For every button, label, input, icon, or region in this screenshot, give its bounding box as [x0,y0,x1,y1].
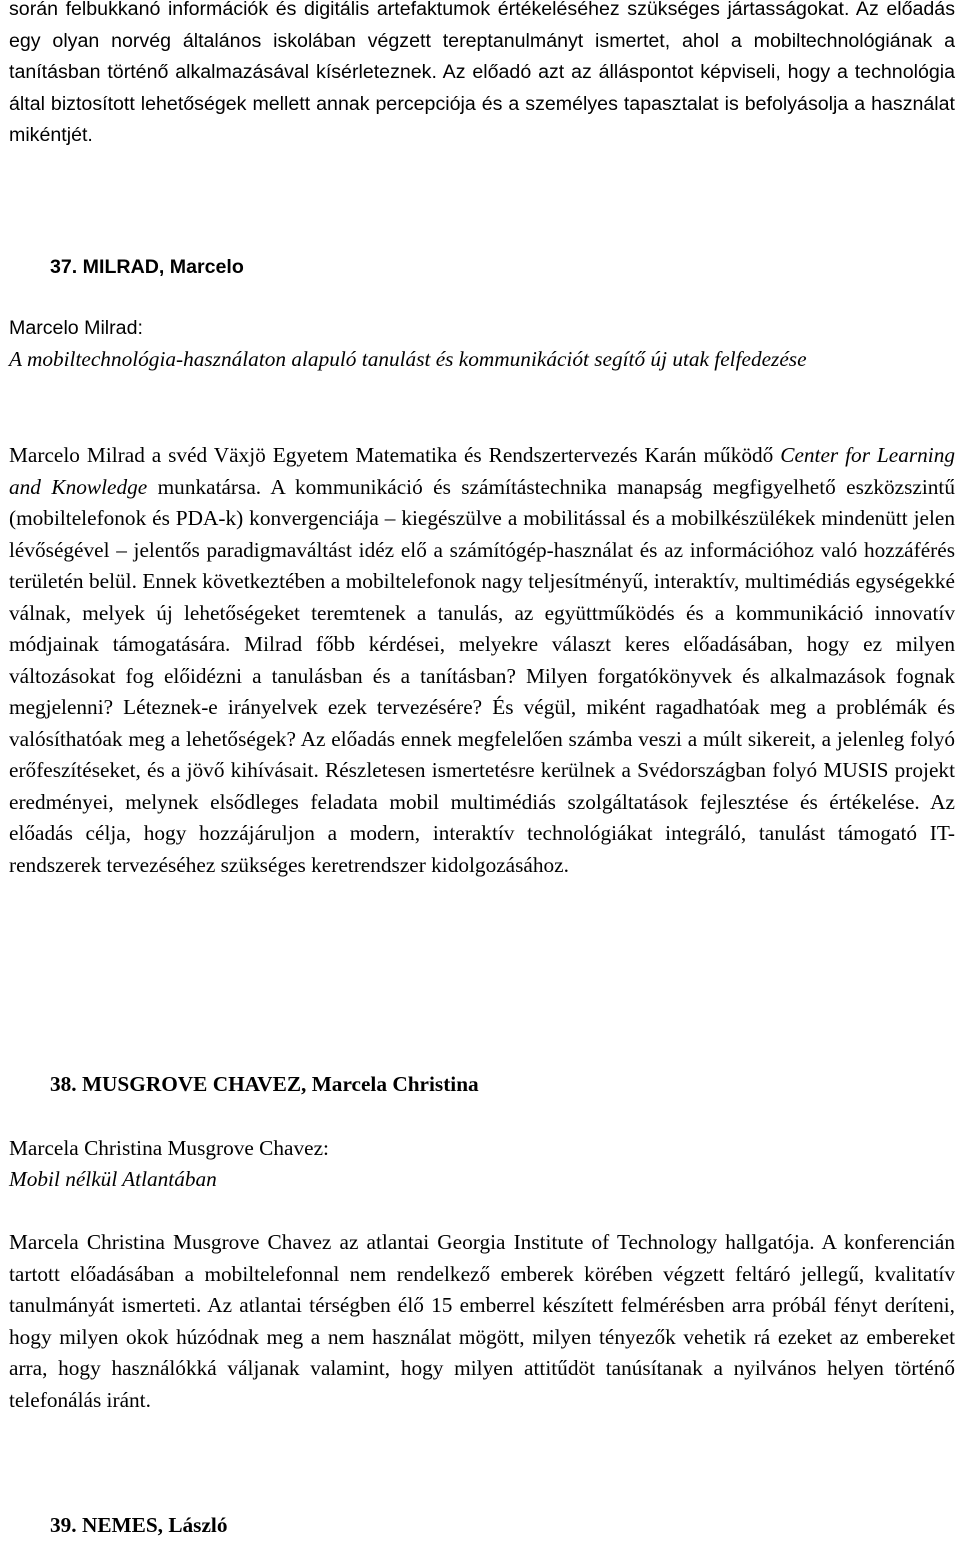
section-heading-38: 38. MUSGROVE CHAVEZ, Marcela Christina [50,1072,479,1096]
section-38-author-block [9,1133,955,1165]
section-37-body-part2: munkatársa. A kommunikáció és számítástechnika manapság megfigyelhető eszközszintű (mobiltelefonok és PDA-k) konvergenciája – kiegészülve a mobilitással és a mobilkészülékek mindenütt jelen lévőségével – jelentős paradigmaváltást idéz elő a számítógép-használat és az információhoz való hozzáférés területén belül. Ennek következtében a mobiltelefonok nagy teljesítményű, interaktív, multimédiás egységekké válnak, melyek új lehetőségeket teremtenek a tanulás, az együttműködés és a kommunikáció innovatív módjainak támogatására. Milrad főbb kérdései, melyekre választ keres előadásában, hogy ez milyen változásokat fog előidézni a tanulásban és a tanításban? Milyen forgatókönyvek és alkalmazások fognak megjelenni? Léteznek-e irányelvek ezek tervezésére? És végül, miként ragadhatóak meg a problémák és valósíthatóak meg a lehetőségek? Az előadás ennek megfelelően számba veszi a múlt sikereit, a jelenleg folyó erőfeszítéseket, és a jövő kihívásait. Részletesen ismertetésre kerülnek a Svédországban folyó MUSIS projekt eredményei, melynek elsődleges feladata mobil multimédiás szolgáltatások fejlesztése és értékelése. Az előadás célja, hogy hozzájáruljon a modern, interaktív technológiákat integráló, tanulást támogató IT-rendszerek tervezéséhez szükséges keretrendszer kidolgozásához. [9,474,955,877]
section-37-body-part1: Marcelo Milrad a svéd Växjö Egyetem Matematika és Rendszertervezés Karán működő [9,443,781,467]
section-heading-39: 39. NEMES, László [50,1513,228,1537]
author-name-37: Marcelo Milrad: [9,317,143,339]
section-37-body [9,440,955,881]
section-37-body-block [9,440,955,881]
talk-title-38: Mobil nélkül Atlantában [9,1167,217,1191]
section-37-author-block [9,313,955,345]
section-38-body: Marcela Christina Musgrove Chavez az atlantai Georgia Institute of Technology hallgatója. A konferencián tartott előadásában a mobiltelefonnal nem rendelkező emberek körében végzett feltáró jellegű, kvalitatív tanulmányát ismerteti. Az atlantai térségben élő 15 emberrel készített felmérésben arra próbál fényt deríteni, hogy milyen okok húzódnak meg a nem használat mögött, milyen tényezők vehetik rá ezeket az embereket arra, hogy használókká váljanak valamint, hogy milyen attitűdöt tanúsítanak a nyilvános helyen történő telefonálás iránt. [9,1230,955,1412]
intro-paragraph: során felbukkanó információk és digitális artefaktumok értékeléséhez szükséges jártasságokat. Az előadás egy olyan norvég általános iskolában végzett tereptanulmányt ismertet, ahol a mobiltechnológiának a tanításban történő alkalmazásával kísérleteznek. Az előadó azt az álláspontot képviseli, hogy a technológia által biztosított lehetőségek mellett annak percepciója és a személyes tapasztalat is befolyásolja a használat mikéntjét. [9,0,955,146]
author-name-38: Marcela Christina Musgrove Chavez: [9,1136,329,1160]
section-38-body-block [9,1227,955,1416]
section-38-title-block [9,1164,955,1196]
section-37 [9,252,955,284]
section-38 [9,1069,955,1101]
talk-title-37: A mobiltechnológia-használaton alapuló tanulást és kommunikációt segítő új utak felfedezése [9,347,807,371]
section-37-title-block [9,344,955,376]
section-39 [9,1510,955,1542]
intro-block [9,0,955,152]
center-name: Center for Learning and Knowledge [9,443,955,499]
section-heading-37: 37. MILRAD, Marcelo [50,256,244,278]
